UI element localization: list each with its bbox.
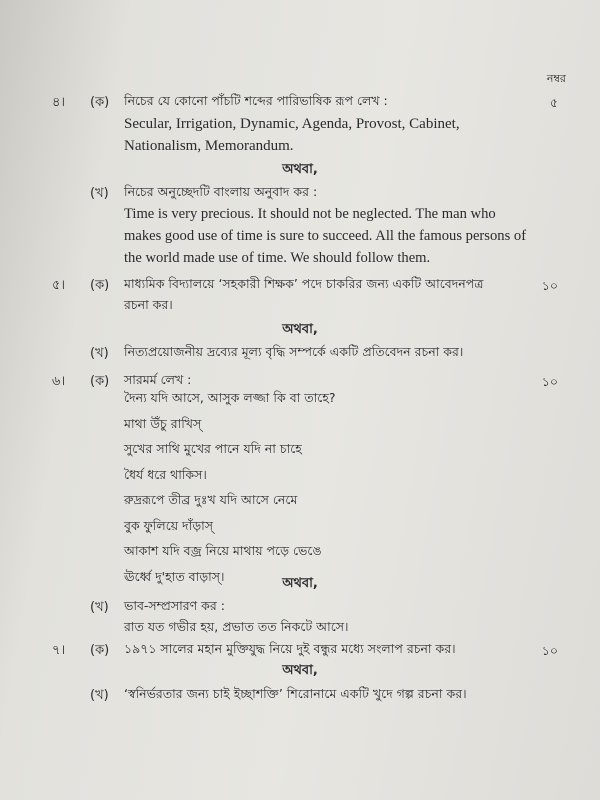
- poem-line: ঊর্ধ্বে দু'হাত বাড়াস্‌।: [124, 568, 225, 584]
- part-label: (খ): [90, 600, 109, 615]
- question-text: রাত যত গভীর হয়, প্রভাত তত নিকটে আসে।: [124, 619, 349, 634]
- question-number: ৪।: [52, 95, 66, 110]
- part-label: (ক): [90, 643, 110, 658]
- poem-line: রুদ্ররূপে তীব্র দুঃখ যদি আসে নেমে: [124, 492, 298, 507]
- part-label: (খ): [90, 186, 109, 201]
- marks: ১০: [541, 278, 558, 293]
- poem-line: বুক ফুলিয়ে দাঁড়াস্‌: [124, 517, 214, 533]
- marks: ৫: [549, 95, 558, 110]
- marks: ১০: [541, 643, 558, 658]
- poem-line: দৈন্য যদি আসে, আসুক লজ্জা কি বা তাহে?: [124, 390, 336, 405]
- instruction-text: সারমর্ম লেখ :: [124, 372, 192, 387]
- question-text: ‘স্বনির্ভরতার জন্য চাই ইচ্ছাশক্তি’ শিরোনামে একটি খুদে গল্প রচনা কর।: [124, 686, 467, 701]
- or-separator: অথবা,: [282, 322, 318, 337]
- translation-passage: Time is very precious. It should not be neglected. The man who makes good use of time is sure to succeed. All the famous persons of the world made use of time. We should follow them.: [124, 206, 527, 266]
- part-label: (ক): [90, 374, 110, 389]
- poem-line: মাথা উঁচু রাখিস্‌: [124, 415, 202, 431]
- marks: ১০: [541, 374, 558, 389]
- part-label: (খ): [90, 688, 109, 703]
- poem-line: আকাশ যদি বজ্র নিয়ে মাথায় পড়ে ভেঙে: [124, 543, 322, 558]
- part-label: (খ): [90, 346, 109, 361]
- question-text: মাধ্যমিক বিদ্যালয়ে ‘সহকারী শিক্ষক’ পদে চাকরির জন্য একটি আবেদনপত্র: [124, 276, 484, 291]
- poem-line: ধৈর্য ধরে থাকিস।: [124, 466, 207, 482]
- poem-line: সুখের সাথি মুখের পানে যদি না চাহে: [124, 441, 302, 456]
- question-text: ১৯৭১ সালের মহান মুক্তিযুদ্ধ নিয়ে দুই বন্ধুর মধ্যে সংলাপ রচনা কর।: [124, 641, 456, 656]
- part-label: (ক): [90, 95, 110, 110]
- question-number: ৬।: [52, 374, 66, 389]
- instruction-text: নিচের অনুচ্ছেদটি বাংলায় অনুবাদ কর :: [124, 184, 318, 199]
- instruction-text: ভাব-সম্প্রসারণ কর :: [124, 598, 225, 613]
- score-column-header: নম্বর: [546, 72, 566, 85]
- or-separator: অথবা,: [282, 576, 318, 591]
- or-separator: অথবা,: [282, 663, 318, 678]
- question-text: রচনা কর।: [124, 297, 173, 312]
- question-number: ৫।: [52, 278, 66, 293]
- word-list-line: Secular, Irrigation, Dynamic, Agenda, Provost, Cabinet,: [124, 116, 460, 132]
- question-number: ৭।: [52, 643, 66, 658]
- instruction-text: নিচের যে কোনো পাঁচটি শব্দের পারিভাষিক রূপ লেখ :: [124, 93, 388, 108]
- question-text: নিত্যপ্রয়োজনীয় দ্রব্যের মূল্য বৃদ্ধি সম্পর্কে একটি প্রতিবেদন রচনা কর।: [124, 344, 464, 359]
- or-separator: অথবা,: [282, 162, 318, 177]
- poem-block: [124, 385, 534, 589]
- word-list-line: Nationalism, Memorandum.: [124, 138, 294, 154]
- part-label: (ক): [90, 278, 110, 293]
